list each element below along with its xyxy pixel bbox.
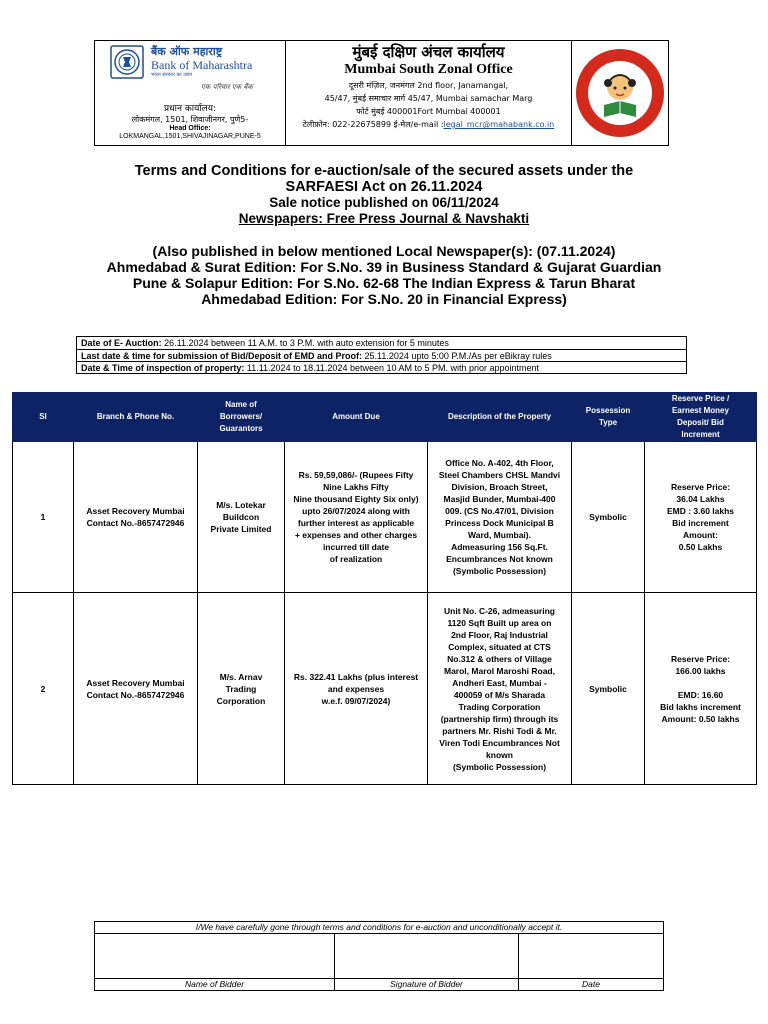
editions-line-1: (Also published in below mentioned Local Newspaper(s): (07.11.2024) [152, 243, 616, 259]
zonal-office-title: Mumbai South Zonal Office [344, 62, 513, 77]
title-line-1: Terms and Conditions for e-auction/sale of the secured assets under the [134, 163, 634, 179]
bid-deadline-row [77, 349, 686, 361]
column-header-possession: Possession Type [572, 393, 645, 442]
title-line-2: SARFAESI Act on 26.11.2024 [285, 179, 483, 195]
cell-borrower: M/s. Arnav Trading Corporation [198, 593, 285, 785]
column-header-sl: Sl [13, 393, 74, 442]
head-office-address-hindi: लोकमंगल, 1501, शिवाजीनगर, पुणे5- [131, 115, 249, 124]
editions-line-4: Ahmedabad Edition: For S.No. 20 in Financial Express) [201, 291, 567, 307]
cell-amount: Rs. 59,59,086/- (Rupees Fifty Nine Lakhs Fifty Nine thousand Eighty Six only) upto 26/07/2024 along with further interest as applicable + expenses and other charges incurred till date of realization [285, 442, 428, 593]
zonal-office-block [286, 41, 572, 145]
address-line-2: 45/47, मुंबई समाचार मार्ग 45/47, Mumbai samachar Marg [324, 94, 533, 103]
newspaper-editions-block [94, 243, 674, 307]
cell-branch: Asset Recovery Mumbai Contact No.-8657472946 [74, 442, 198, 593]
bidder-name-field[interactable] [95, 934, 335, 978]
bidder-declaration-box [94, 921, 664, 991]
auction-date-label: Date of E- Auction: [81, 338, 162, 348]
column-header-reserve: Reserve Price / Earnest Money Deposit/ Bid Increment [645, 393, 757, 442]
head-office-label: Head Office: [169, 125, 211, 132]
auction-date-value: 26.11.2024 between 11 A.M. to 3 P.M. with auto extension for 5 minutes [161, 338, 449, 348]
table-row [13, 593, 757, 785]
address-line-3: फोर्ट मुंबई 400001Fort Mumbai 400001 [356, 107, 501, 116]
bank-subtitle: भारत सरकार का उद्यम [151, 72, 193, 78]
bank-identity [95, 41, 286, 145]
bidder-name-label: Name of Bidder [95, 979, 335, 990]
notice-title-block [94, 163, 674, 227]
auction-date-row [77, 337, 686, 349]
bid-date-field[interactable] [519, 934, 663, 978]
cell-reserve: Reserve Price: 36.04 Lakhs EMD : 3.60 lakhs Bid increment Amount: 0.50 Lakhs [645, 442, 757, 593]
bid-date-label: Date [582, 979, 600, 989]
head-office-label-hindi: प्रधान कार्यालय: [164, 104, 216, 114]
address-line-1: दूसरी मंज़िल, जनमंगल 2nd floor, Janamangal, [348, 81, 509, 90]
title-line-3: Sale notice published on 06/11/2024 [269, 195, 499, 210]
cell-sl: 1 [13, 442, 74, 593]
cell-description: Unit No. C-26, admeasuring 1120 Sqft Built up area on 2nd Floor, Raj Industrial Complex, situated at CTS No.312 & others of Village Marol, Marol Maroshi Road, Andheri East, Mumbai - 400059 of M/s Sharada Trading Corporation (partnership firm) through its partners Mr. Rishi Todi & Mr. Viren Todi Encumbrances Not known (Symbolic Possession) [428, 593, 572, 785]
inspection-row [77, 361, 686, 373]
bank-name-english: Bank of Maharashtra [151, 58, 253, 72]
bank-tagline: एक परिवार एक बैंक [201, 83, 253, 91]
declaration-statement: I/We have carefully gone through terms and conditions for e-auction and unconditionally accept it. [95, 922, 663, 934]
bidder-signature-label: Signature of Bidder [335, 979, 519, 990]
cell-amount: Rs. 322.41 Lakhs (plus interest and expenses w.e.f. 09/07/2024) [285, 593, 428, 785]
bank-logo-icon [110, 45, 144, 79]
beti-bachao-logo-icon [574, 47, 666, 139]
column-header-amount: Amount Due [285, 393, 428, 442]
table-header-row [13, 393, 757, 442]
editions-line-3: Pune & Solapur Edition: For S.No. 62-68 The Indian Express & Tarun Bharat [132, 275, 636, 291]
beti-bachao-badge [572, 41, 668, 145]
signature-area [95, 934, 663, 979]
column-header-description: Description of the Property [428, 393, 572, 442]
inspection-value: 11.11.2024 to 18.11.2024 between 10 AM to 5 PM. with prior appointment [244, 363, 540, 373]
head-office-address: LOKMANGAL,1501,SHIVAJINAGAR,PUNE-5 [119, 133, 261, 140]
table-row [13, 442, 757, 593]
cell-branch: Asset Recovery Mumbai Contact No.-8657472946 [74, 593, 198, 785]
cell-possession: Symbolic [572, 442, 645, 593]
bid-deadline-label: Last date & time for submission of Bid/Deposit of EMD and Proof: [81, 351, 363, 361]
properties-table [12, 392, 757, 785]
editions-line-2: Ahmedabad & Surat Edition: For S.No. 39 in Business Standard & Gujarat Guardian [106, 259, 662, 275]
phone-text: टेलीफ़ोन: 022-22675899 ई-मेल/e-mail : [302, 120, 444, 129]
bid-deadline-value: 25.11.2024 upto 5:00 P.M./As per eBikray rules [362, 351, 552, 361]
cell-possession: Symbolic [572, 593, 645, 785]
zonal-office-title-hindi: मुंबई दक्षिण अंचल कार्यालय [352, 43, 505, 61]
signature-labels [95, 979, 663, 990]
contact-line [286, 118, 571, 131]
cell-sl: 2 [13, 593, 74, 785]
cell-borrower: M/s. Lotekar Buildcon Private Limited [198, 442, 285, 593]
column-header-borrower: Name of Borrowers/ Guarantors [198, 393, 285, 442]
cell-reserve: Reserve Price: 166.00 lakhs EMD: 16.60 Bid lakhs increment Amount: 0.50 lakhs [645, 593, 757, 785]
cell-description: Office No. A-402, 4th Floor, Steel Chambers CHSL Mandvi Division, Broach Street, Masjid Bunder, Mumbai-400 009. (CS No.47/01, Division Princess Dock Municipal B Ward, Mumbai). Admeasuring 156 Sq.Ft. Encumbrances Not known (Symbolic Possession) [428, 442, 572, 593]
title-line-4: Newspapers: Free Press Journal & Navshakti [238, 211, 530, 226]
bidder-signature-field[interactable] [335, 934, 519, 978]
letterhead [94, 40, 669, 146]
email-link[interactable]: legal_mcr@mahabank.co.in [443, 120, 555, 129]
auction-schedule-box [76, 336, 687, 374]
column-header-branch: Branch & Phone No. [74, 393, 198, 442]
inspection-label: Date & Time of inspection of property: [81, 363, 245, 373]
bank-name-hindi: बैंक ऑफ महाराष्ट्र [151, 45, 223, 58]
